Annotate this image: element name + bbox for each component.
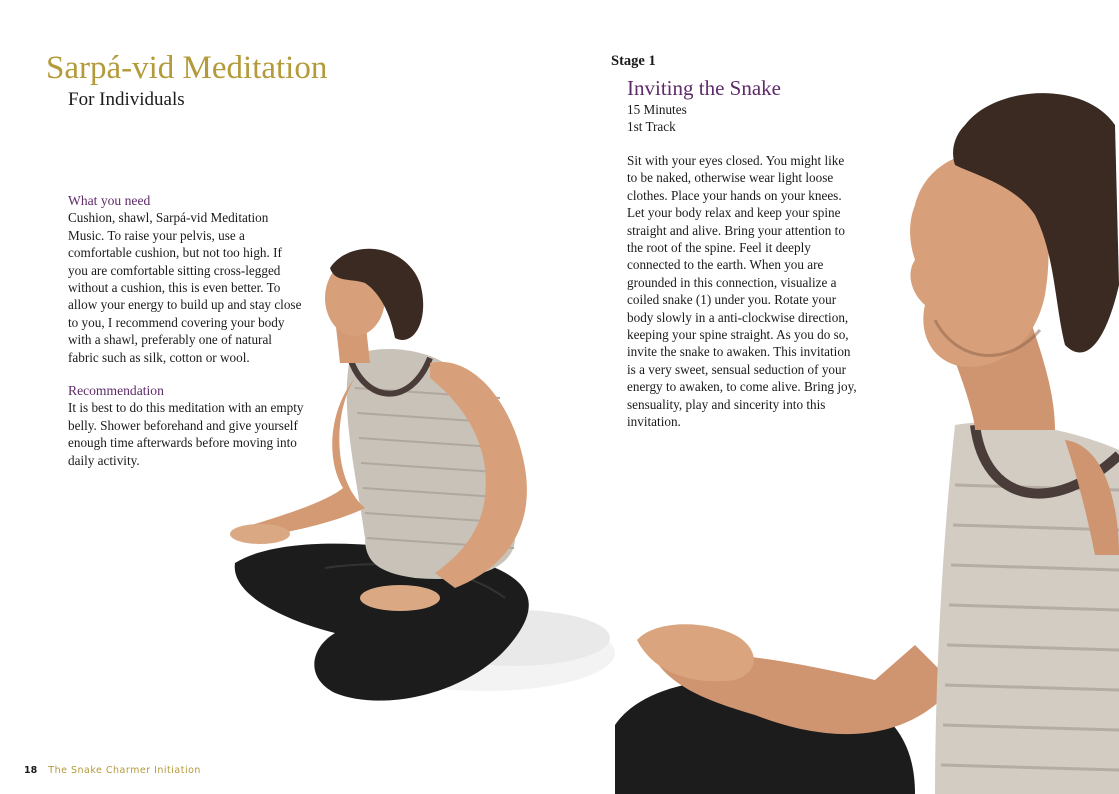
what-you-need-body: Cushion, shawl, Sarpá-vid Meditation Music. To raise your pelvis, use a comfortable cushion, but not too high. If you are comfortable sitting cross-legged without a cushion, this is even better. To allow your energy to build up and stay close to you, I recommend covering your body with a shawl, preferably one of natural fabric such as silk, cotton or wool. xyxy=(68,210,302,365)
recommendation-body: It is best to do this meditation with an empty belly. Shower beforehand and give yourself enough time afterwards before moving into daily activity. xyxy=(68,400,304,468)
recommendation-heading: Recommendation xyxy=(68,383,164,398)
stage-duration: 15 Minutes xyxy=(627,102,687,117)
page-title: Sarpá-vid Meditation xyxy=(46,50,328,86)
stage-instructions: Sit with your eyes closed. You might like to be naked, otherwise wear light loose clothes. Place your hands on your knees. Let your body relax and keep your spine straight and alive. Bring your attention to the root of the spine. Feel it deeply connected to the earth. When you are grounded in this connection, visualize a coiled snake (1) under you. Rotate your body slowly in a anti-clockwise direction, keeping your spine straight. As you do so, invite the snake to awaken. This invitation is a very sweet, sensual seduction of your energy to awaken, to come alive. Bring joy, sensuality, play and sincerity into this invitation. xyxy=(627,153,857,430)
book-title: The Snake Charmer Initiation xyxy=(48,765,201,776)
page-subtitle: For Individuals xyxy=(68,89,185,110)
stage-track: 1st Track xyxy=(627,119,676,135)
recommendation-section xyxy=(68,382,304,469)
stage-title: Inviting the Snake xyxy=(627,76,781,100)
page-number: 18 xyxy=(24,765,38,776)
stage-meta xyxy=(627,101,687,136)
what-you-need-section xyxy=(68,192,304,366)
what-you-need-heading: What you need xyxy=(68,193,151,208)
stage-label: Stage 1 xyxy=(611,53,656,69)
page-footer xyxy=(24,765,201,776)
